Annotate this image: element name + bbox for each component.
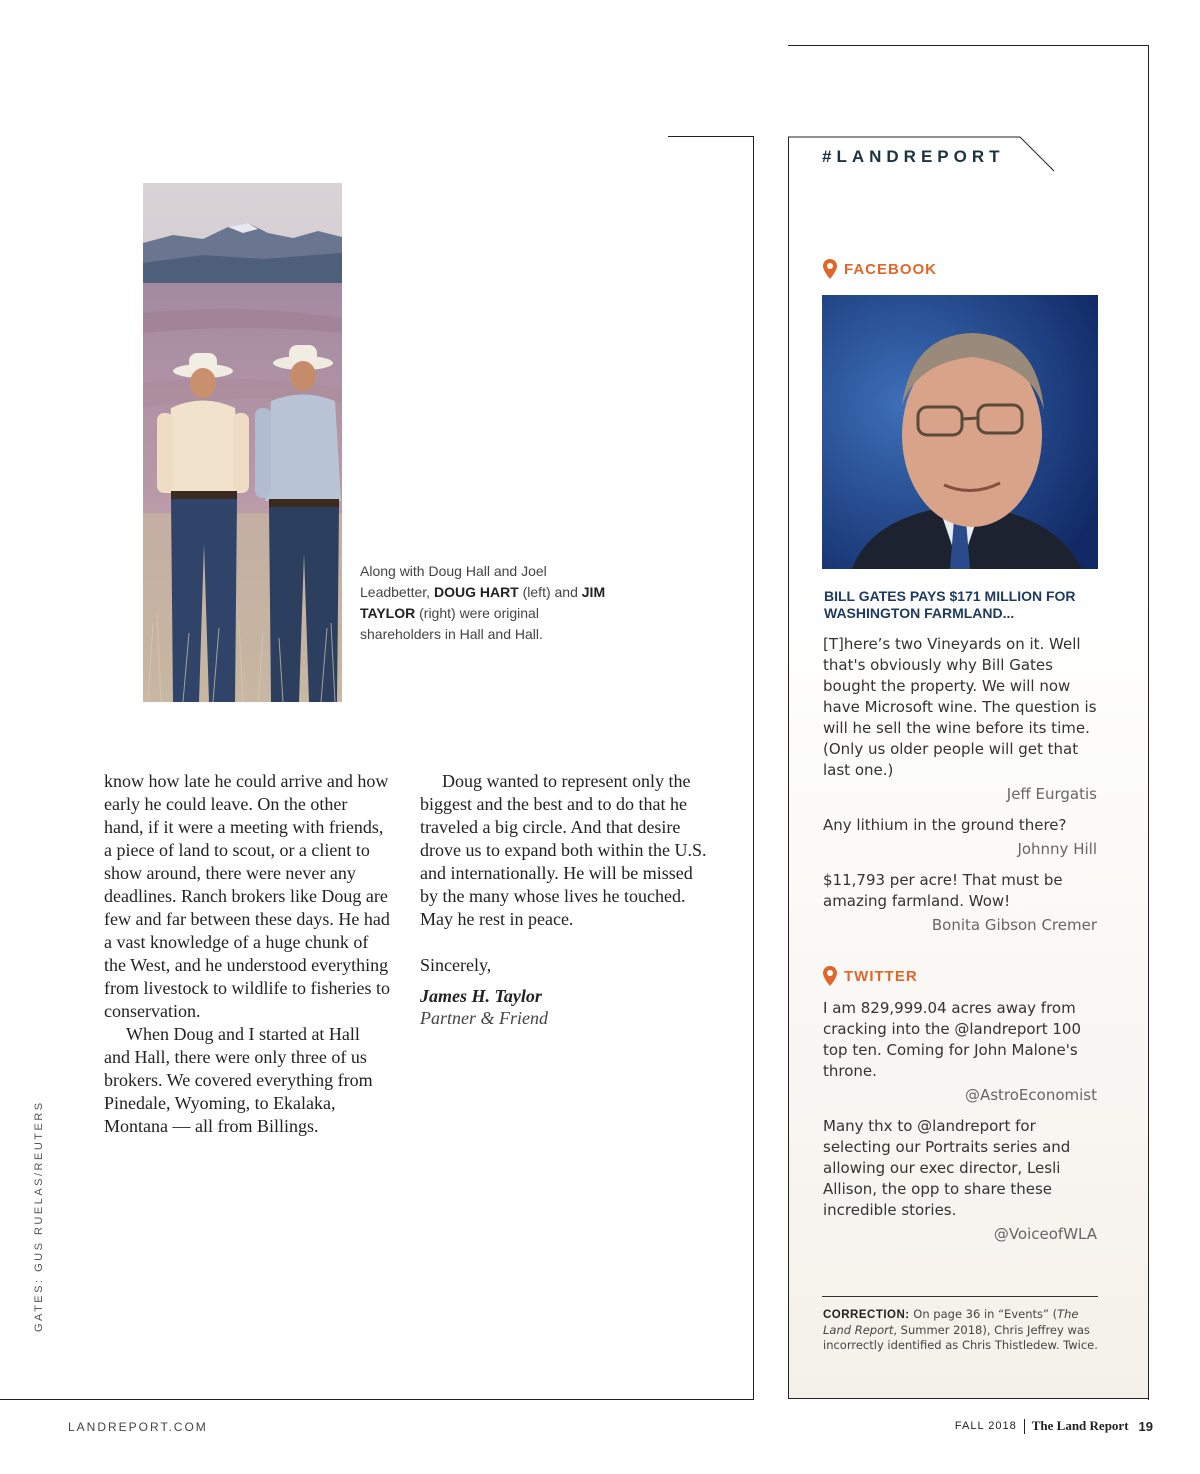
caption-name-jim: JIM TAYLOR [360,584,606,621]
facebook-heading [822,258,937,280]
facebook-post-author: Jeff Eurgatis [1006,785,1097,803]
footer-site-url: LANDREPORT.COM [68,1420,208,1434]
footer-separator [1024,1419,1025,1434]
facebook-headline: BILL GATES PAYS $171 MILLION FOR WASHINGTON FARMLAND... [824,588,1076,621]
facebook-label: FACEBOOK [844,260,938,278]
correction-label: CORRECTION: [823,1309,910,1321]
twitter-heading [822,965,918,987]
ranchers-photo [143,183,342,702]
correction-divider [822,1296,1098,1297]
facebook-post-author: Bonita Gibson Cremer [931,916,1097,934]
location-pin-icon [822,965,838,987]
correction-text-post: , Summer 2018), Chris Jeffrey was incorrectly identified as Chris Thistledew. Twice. [823,1323,1098,1352]
twitter-post-text: Many thx to @landreport for selecting our Portraits series and allowing our exec director, Lesli Allison, the opp to share these incredible stories. [823,1117,1071,1219]
article-column-1 [104,770,390,1138]
caption-mid: (left) and [522,584,578,600]
footer-issue: FALL 2018 [954,1420,1017,1432]
footer-folio [955,1418,1153,1434]
location-pin-icon [822,258,838,280]
signature-title: Partner & Friend [420,1008,548,1028]
correction-note [823,1307,1103,1353]
twitter-post-text: I am 829,999.04 acres away from cracking into the @landreport 100 top ten. Coming for John Malone's throne. [823,999,1081,1080]
closing: Sincerely, [420,955,492,975]
twitter-label: TWITTER [844,967,918,985]
facebook-post-text: Any lithium in the ground there? [823,816,1067,834]
article-paragraph: know how late he could arrive and how early he could leave. On the other hand, if it were a meeting with friends, a piece of land to scout, or a client to show around, there were never any deadlines. Ranch brokers like Doug are few and far between these days. He had a vast knowledge of a huge chunk of the West, and he understood everything from livestock to wildlife to fisheries to conservation. [104,771,390,1021]
article-column-2 [420,770,710,1028]
caption-prefix: Along with Doug Hall and Joel Leadbetter, [360,563,547,600]
sidebar-hashtag: #LANDREPORT [822,147,1005,166]
facebook-post-text: $11,793 per acre! That must be amazing farmland. Wow! [823,871,1063,910]
frame-line-bottom [0,1399,754,1400]
correction-text-pre: On page 36 in “Events” ( [913,1307,1058,1321]
signature-name: James H. Taylor [420,986,542,1006]
photo-credit: GATES: GUS RUELAS/REUTERS [33,1100,45,1332]
sidebar-frame-top [788,45,1149,46]
article-paragraph: Doug wanted to represent only the biggest and the best and to do that he traveled a big circle. And that desire drove us to expand both within the U.S. and internationally. He will be missed by the many whose lives he touched. May he rest in peace. [420,771,707,929]
sidebar-frame-right [1148,45,1149,1400]
facebook-post-author: Johnny Hill [1017,840,1097,858]
frame-line-top [668,136,754,137]
footer-page-number: 19 [1138,1418,1153,1434]
photo-caption [360,561,610,645]
twitter-post-author: @VoiceofWLA [993,1225,1097,1243]
footer-magazine-name: The Land Report [1031,1418,1129,1433]
bill-gates-photo [822,295,1098,569]
twitter-post-author: @AstroEconomist [964,1086,1097,1104]
facebook-post-text: [T]here’s two Vineyards on it. Well that's obviously why Bill Gates bought the property. We will now have Microsoft wine. The question is will he sell the wine before its time. (Only us older people will get that last one.) [823,635,1097,779]
frame-line-right [753,136,754,1400]
article-paragraph: When Doug and I started at Hall and Hall, there were only three of us brokers. We covered everything from Pinedale, Wyoming, to Ekalaka, Montana — all from Billings. [104,1024,373,1136]
caption-name-doug: DOUG HART [433,584,519,600]
correction-text-italic: The Land Report [823,1307,1079,1337]
caption-suffix: (right) were original shareholders in Hall and Hall. [360,605,543,642]
